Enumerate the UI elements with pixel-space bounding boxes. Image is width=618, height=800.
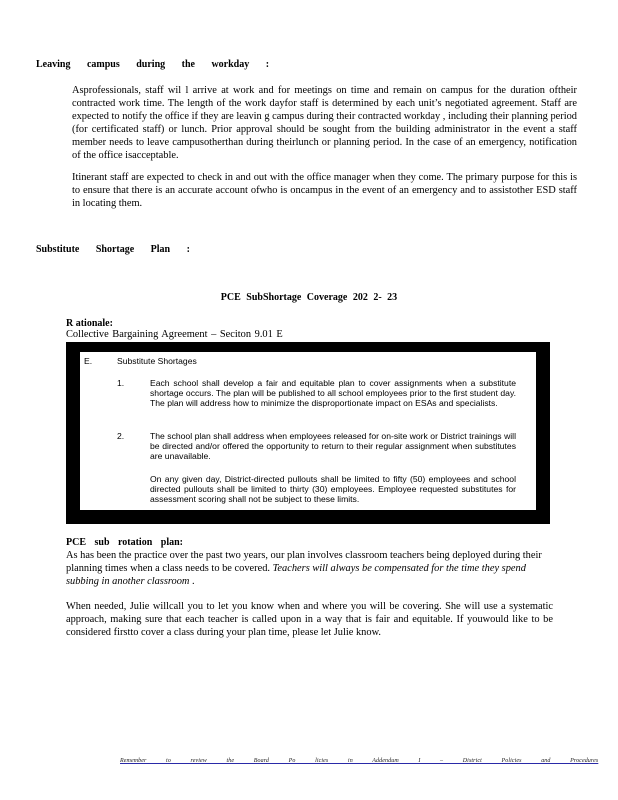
- cba-item-1-text: Each school shall develop a fair and equitable plan to cover assignments when a substitute shortage occurs. The plan will be published to all school employees prior to the first student day. The plan will address how to minimize the disproportionate impact on ESAs and specialists.: [150, 378, 516, 408]
- rotation-plan-compensation: Teachers will always be compensated for the time they spend subbing in another classroom: [66, 563, 526, 587]
- cba-section-title: Substitute Shortages: [117, 356, 197, 366]
- rotation-plan-paragraph-2: When needed, Julie willcall you to let you know when and where you will be covering. She will use a systematic approach, making sure that each teacher is called upon in a way that is fair and equitable. If youwould like to be considered firstto cover a class during your plan time, please let Julie know.: [66, 601, 553, 638]
- rotation-plan-period: .: [189, 576, 195, 587]
- substitute-shortage-heading: Substitute Shortage Plan :: [36, 244, 190, 255]
- cba-excerpt: [80, 352, 536, 510]
- cba-item-2-pullout-limits: On any given day, District-directed pullouts shall be limited to fifty (50) employees and school directed pullouts shall be limited to thirty (30) employees. Employee requested substitutes for assessment scoring shall not be subject to these limits.: [150, 474, 516, 504]
- leaving-campus-heading: Leaving campus during the workday :: [36, 59, 270, 70]
- cba-item-2-text: The school plan shall address when employees released for on-site work or District trainings will be directed and/or offered the opportunity to return to their regular assignment when substitutes are unavailable.: [150, 431, 516, 461]
- coverage-title: PCE SubShortage Coverage 202 2- 23: [220, 292, 398, 303]
- footer-reminder-link[interactable]: Remember to review the Board Po licies in Addendum I – District Policies and Procedures: [120, 758, 599, 764]
- leaving-campus-paragraph-1: Asprofessionals, staff wil l arrive at work and for meetings on time and remain on campus for the duration oftheir contracted work time. The length of the work dayfor staff is determined by each unit’s negotiated agreement. Staff are expected to notify the office if they are leavin g campus during their contracted workday , including their planning period (for certificated staff) or lunch. Prior approval should be sought from the building administrator in the event a staff member needs to leave campusotherthan during theirlunch or planning period. In the case of an emergency, notification of the office isacceptable.: [72, 85, 577, 161]
- cba-item-2-number: 2.: [117, 431, 125, 441]
- cba-section-letter: E.: [84, 356, 93, 366]
- cba-item-1-number: 1.: [117, 378, 125, 388]
- leaving-campus-paragraph-2: Itinerant staff are expected to check in and out with the office manager when they come. The primary purpose for this is to ensure that there is an accurate account ofwho is oncampus in the event of an emergency and to assistother ESD staff in locating them.: [72, 172, 577, 209]
- rationale-label: R ationale:: [66, 318, 113, 329]
- rationale-reference: Collective Bargaining Agreement – Seciton 9.01 E: [66, 329, 283, 340]
- rotation-plan-paragraph-1: [66, 549, 544, 588]
- rotation-plan-heading: PCE sub rotation plan:: [66, 537, 184, 548]
- rotation-plan-text: As has been the practice over the past two years, our plan involves classroom teachers being deployed during their planning times when a class needs to be covered.: [66, 550, 542, 574]
